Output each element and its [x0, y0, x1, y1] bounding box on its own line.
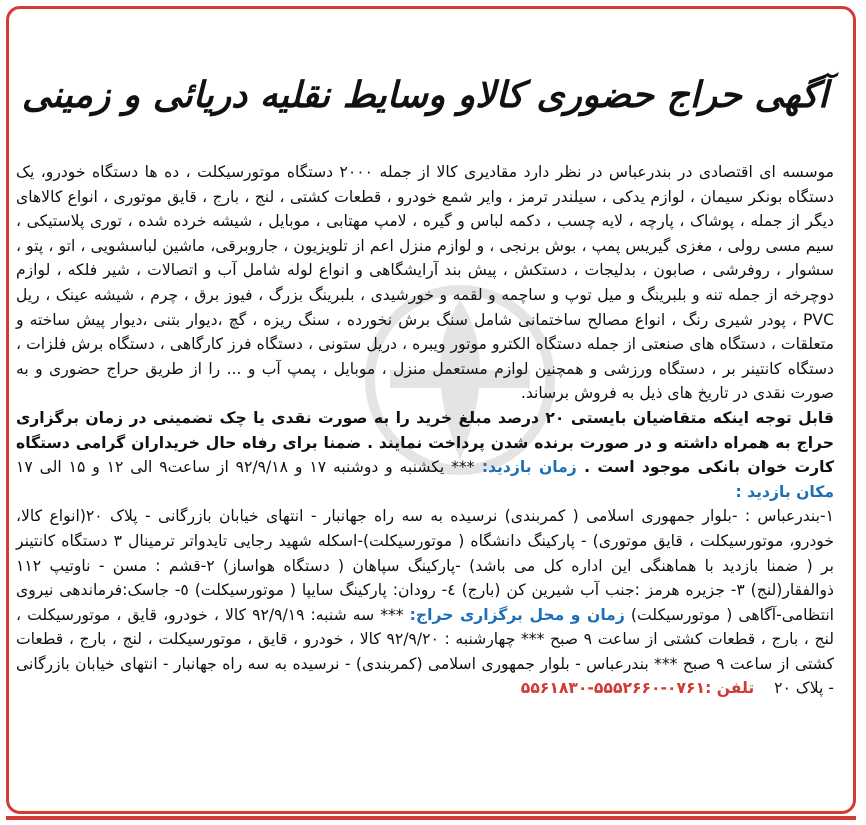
payment-conditions-text: قابل توجه اینکه متقاضیان بایستی ۲۰ درصد مبلغ خرید را به صورت نقدی یا چک تضمینی در زمان برگزاری حراج به همراه داشته و در صورت برنده شدن پرداخت نمایند . ضمنا برای رفاه حال خریداران گرامی دستگاه کارت خوان بانکی موجود است .: [16, 408, 835, 477]
visit-places: ۱-بندرعباس : -بلوار جمهوری اسلامی ( کمربندی) نرسیده به سه راه جهانبار - انتهای خیابان بازرگانی - پلاک ۲۰(انواع کالا، خودرو، موتورسیکلت ، قایق موتوری) - پارکینگ دانشگاه ( موتورسیکلت)-اسکله شهید رجایی تایدواتر ترمینال ۳ دستگاه کانتینر بر ( ضمنا بازدید با هماهنگی این اداره کل می باشد) -پارکینگ سپاهان ( دستگاه هواساز) ۲-قشم : مسن - ناوتیپ ۱۱۲ ذوالفقار(لنج) ۳- جزیره هرمز :جنب آب شیرین کن (بارج) ٤- رودان: پارکینگ سایپا ( موتورسیکلت) ٥- جاسک:فرماندهی نیروی انتظامی-آگاهی ( موتورسیکلت): [16, 507, 835, 624]
bottom-divider: [6, 816, 856, 820]
auction-label: زمان و محل برگزاری حراج:: [409, 605, 625, 624]
payment-conditions: [16, 406, 834, 504]
notice-body: [16, 160, 834, 701]
auction-details: [16, 504, 834, 701]
intro-paragraph: موسسه ای اقتصادی در بندرعباس در نظر دارد مقادیری کالا از جمله ۲۰۰۰ دستگاه موتورسیکلت ، ده ها دستگاه خودرو، یک دستگاه بونکر سیمان ، لوازم یدکی ، سیلندر ترمز ، وایر شمع خودرو ، قطعات کشتی ، لنج ، بارج ، قایق موتوری ، انواع کالاهای دیگر از جمله ، پوشاک ، پارچه ، لایه چسب ، دکمه لباس و گیره ، لامپ مهتابی ، موبایل ، شیشه خرده شده ، توری پلاستیکی ، سیم مسی رولی ، مغزی گیریس پمپ ، بوش برنجی ، و لوازم منزل اعم از تلویزیون ، جاروبرقی، ماشین لباسشویی ، اتو ، پتو ، سشوار ، روفرشی ، صابون ، بدلیجات ، دستکش ، پیش بند آرایشگاهی و انواع لوله شامل آب و اتصالات ، شیر فلکه ، لوازم دوچرخه از جمله تنه و بلبرینگ و میل توپ و ساچمه و لقمه و خورشیدی ، بلبرینگ بزرگ ، فیوز برق ، چرم ، شیشه عینک ، ریل PVC ، پودر شیری رنگ ، انواع مصالح ساختمانی شامل سنگ برش نخورده ، سنگ ریزه ، گچ ،دیوار بتنی ،دیوار پیش ساخته و متعلقات ، دستگاه های صنعتی از جمله دستگاه الکترو موتور ویبره ، دریل ستونی ، دستگاه فرز کارگاهی ، دستگاه برش فلزات ، دستگاه کانتینر بر ، دستگاه ورزشی و همچنین لوازم مستعمل منزل ، موبایل ، پمپ آب و ... را از طریق حراج حضوری و به صورت نقدی در تاریخ های ذیل به فروش برساند.: [16, 163, 834, 403]
phone-number: تلفن :۰۷۶۱-۵۵۵۲۶۶۰-۵۵۶۱۸۳۰: [520, 679, 755, 698]
visit-place-label: مکان بازدید :: [735, 482, 834, 501]
visit-time-text: *** یکشنبه و دوشنبه ۱۷ و ۹۲/۹/۱۸ از ساعت۹ الی ۱۲ و ۱۵ الی ۱۷: [16, 458, 475, 477]
auction-text: *** سه شنبه: ۹۲/۹/۱۹ کالا ، خودرو، قایق ، موتورسیکلت ، لنج ، بارج ، قطعات کشتی از ساعت ۹ صبح *** چهارشنبه : ۹۲/۹/۲۰ کالا ، خودرو ، قایق ، موتورسیکلت ، لنج ، بارج ، قطعات کشتی از ساعت ۹ صبح *** بندرعباس - بلوار جمهوری اسلامی (کمربندی) - نرسیده به سه راه جهانبار - انتهای خیابان بازرگانی - پلاک ۲۰: [16, 605, 835, 698]
visit-time-label: زمان بازدید:: [481, 458, 577, 477]
notice-title: آگهی حراج حضوری کالاو وسایط نقلیه دریائی و زمینی: [21, 74, 829, 116]
